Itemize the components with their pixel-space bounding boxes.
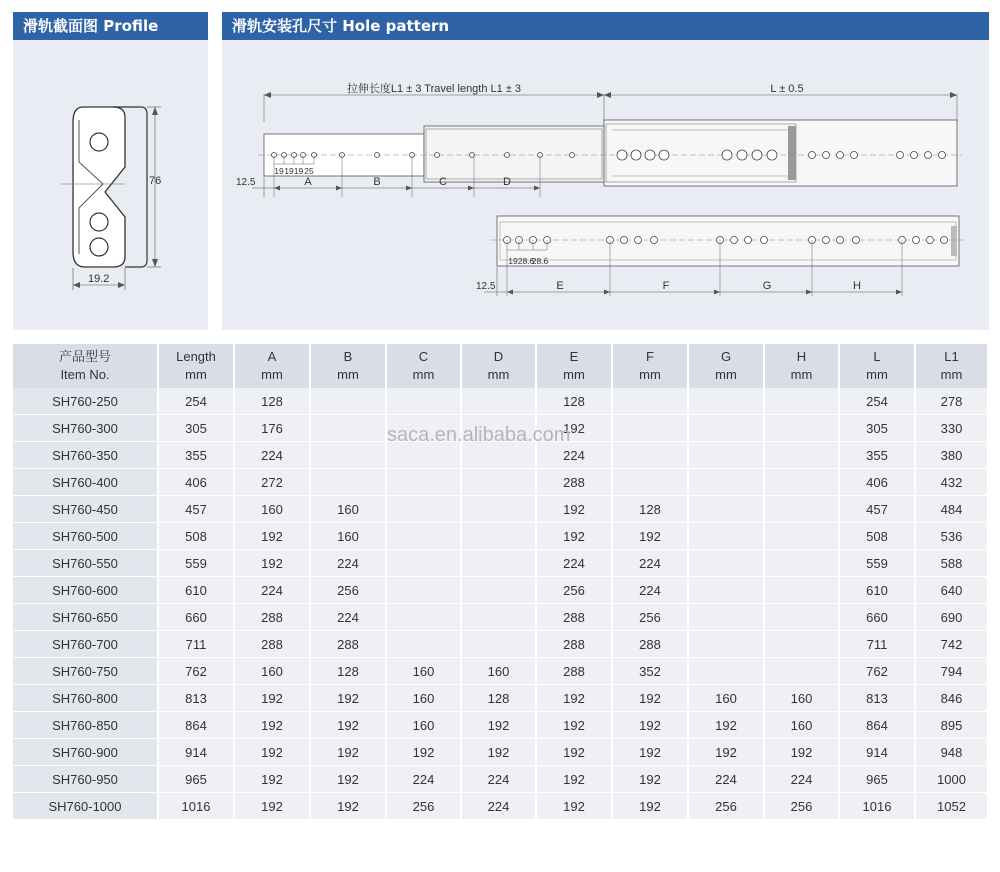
table-cell: 224 [537, 442, 613, 469]
table-cell: 192 [613, 712, 689, 739]
table-row [13, 496, 989, 523]
table-cell [311, 415, 387, 442]
column-header [159, 344, 235, 388]
column-header-top: 产品型号 [58, 349, 111, 364]
table-cell [689, 469, 765, 496]
table-cell: 128 [311, 658, 387, 685]
column-header [689, 344, 765, 388]
segment-g-label: G [762, 280, 772, 292]
table-cell: 192 [613, 766, 689, 793]
column-header-top: C [418, 349, 429, 364]
table-cell: 895 [916, 712, 989, 739]
bottom-small-dim-2: 28.6 [517, 256, 535, 266]
table-row [13, 388, 989, 415]
table-cell: 484 [916, 496, 989, 523]
table-cell: 192 [537, 415, 613, 442]
table-cell [462, 604, 537, 631]
l-length-label: L ± 0.5 [770, 83, 804, 95]
item-number-cell: SH760-1000 [13, 793, 159, 820]
table-row [13, 739, 989, 766]
table-cell: 128 [613, 496, 689, 523]
column-header [537, 344, 613, 388]
table-cell: 1000 [916, 766, 989, 793]
table-cell: 192 [462, 712, 537, 739]
top-small-dim-2: 19 [284, 166, 294, 176]
table-cell: 192 [235, 523, 311, 550]
table-cell: 272 [235, 469, 311, 496]
table-cell: 288 [613, 631, 689, 658]
table-cell: 305 [159, 415, 235, 442]
table-cell: 711 [159, 631, 235, 658]
column-header-top: L [873, 349, 881, 364]
table-cell: 192 [613, 685, 689, 712]
profile-panel [13, 12, 208, 330]
table-cell [765, 388, 840, 415]
table-cell: 1016 [159, 793, 235, 820]
column-header [613, 344, 689, 388]
table-cell [689, 442, 765, 469]
table-row [13, 577, 989, 604]
table-cell: 588 [916, 550, 989, 577]
column-header-bottom: mm [337, 367, 359, 382]
item-number-cell: SH760-400 [13, 469, 159, 496]
table-cell: 711 [840, 631, 916, 658]
table-cell: 559 [159, 550, 235, 577]
column-header-top: A [267, 349, 277, 364]
table-row [13, 793, 989, 820]
table-cell: 192 [311, 712, 387, 739]
table-cell: 192 [537, 739, 613, 766]
table-cell: 256 [689, 793, 765, 820]
table-cell [689, 658, 765, 685]
item-number-cell: SH760-650 [13, 604, 159, 631]
item-number-cell: SH760-800 [13, 685, 159, 712]
table-cell: 224 [462, 766, 537, 793]
column-header-bottom: Item No. [60, 367, 110, 382]
table-cell: 965 [159, 766, 235, 793]
table-cell: 640 [916, 577, 989, 604]
item-number-cell: SH760-600 [13, 577, 159, 604]
bottom-offset-dim: 12.5 [476, 281, 496, 292]
segment-c-label: C [439, 176, 447, 188]
table-cell: 914 [840, 739, 916, 766]
table-row [13, 712, 989, 739]
bottom-small-dim-3: 28.6 [531, 256, 549, 266]
table-cell [613, 469, 689, 496]
table-cell: 355 [840, 442, 916, 469]
column-header [840, 344, 916, 388]
table-cell: 432 [916, 469, 989, 496]
table-cell [387, 496, 462, 523]
column-header-bottom: mm [790, 367, 813, 382]
item-number-cell: SH760-850 [13, 712, 159, 739]
hole-pattern-panel [222, 12, 989, 330]
table-cell: 192 [311, 793, 387, 820]
table-cell [311, 388, 387, 415]
table-cell: 288 [537, 604, 613, 631]
table-cell: 288 [537, 658, 613, 685]
table-cell: 660 [840, 604, 916, 631]
table-row [13, 766, 989, 793]
top-small-dim-4: 25 [304, 166, 314, 176]
table-cell: 192 [537, 766, 613, 793]
table-cell [462, 496, 537, 523]
column-header [387, 344, 462, 388]
table-cell: 1016 [840, 793, 916, 820]
table-row [13, 604, 989, 631]
table-cell [387, 577, 462, 604]
table-cell: 288 [537, 631, 613, 658]
table-cell: 224 [235, 442, 311, 469]
table-cell: 176 [235, 415, 311, 442]
column-header-top: B [343, 349, 353, 364]
table-cell: 192 [311, 739, 387, 766]
table-cell: 256 [537, 577, 613, 604]
table-cell [689, 496, 765, 523]
table-cell: 288 [537, 469, 613, 496]
table-cell [462, 550, 537, 577]
table-body [13, 388, 989, 820]
item-number-cell: SH760-300 [13, 415, 159, 442]
table-header-row [13, 344, 989, 388]
table-cell [311, 442, 387, 469]
table-cell: 864 [159, 712, 235, 739]
table-cell: 192 [765, 739, 840, 766]
table-cell: 288 [235, 604, 311, 631]
table-cell: 794 [916, 658, 989, 685]
table-cell: 762 [840, 658, 916, 685]
table-cell: 846 [916, 685, 989, 712]
table-cell [689, 631, 765, 658]
table-cell [765, 496, 840, 523]
table-cell: 192 [235, 793, 311, 820]
item-number-cell: SH760-450 [13, 496, 159, 523]
table-cell: 160 [387, 658, 462, 685]
item-number-cell: SH760-550 [13, 550, 159, 577]
table-cell: 192 [311, 766, 387, 793]
table-cell: 160 [689, 685, 765, 712]
table-cell: 224 [689, 766, 765, 793]
table-cell: 256 [613, 604, 689, 631]
table-cell [689, 388, 765, 415]
column-header-top: H [796, 349, 807, 364]
column-header-bottom: mm [261, 367, 283, 382]
table-cell: 352 [613, 658, 689, 685]
table-cell [765, 442, 840, 469]
table-cell: 128 [462, 685, 537, 712]
table-cell [462, 631, 537, 658]
table-cell: 192 [689, 712, 765, 739]
table-cell: 254 [840, 388, 916, 415]
item-number-cell: SH760-500 [13, 523, 159, 550]
table-cell: 559 [840, 550, 916, 577]
table-cell [689, 415, 765, 442]
column-header-top: L1 [944, 349, 959, 364]
table-cell [689, 550, 765, 577]
table-cell [387, 388, 462, 415]
table-cell: 256 [765, 793, 840, 820]
table-cell [462, 469, 537, 496]
width-dimension: 19.2 [88, 273, 110, 285]
table-row [13, 685, 989, 712]
item-number-cell: SH760-250 [13, 388, 159, 415]
spec-table [13, 344, 989, 820]
table-row [13, 658, 989, 685]
column-header-top: Length [176, 349, 216, 364]
table-cell: 813 [840, 685, 916, 712]
table-cell [387, 523, 462, 550]
table-cell [689, 604, 765, 631]
table-cell: 192 [689, 739, 765, 766]
segment-h-label: H [853, 280, 861, 292]
table-cell [765, 469, 840, 496]
middle-rail [424, 126, 604, 182]
table-cell: 864 [840, 712, 916, 739]
table-cell: 160 [235, 658, 311, 685]
table-cell: 192 [462, 739, 537, 766]
table-cell: 160 [311, 496, 387, 523]
table-cell [765, 523, 840, 550]
table-cell [387, 469, 462, 496]
table-cell: 610 [840, 577, 916, 604]
table-cell: 254 [159, 388, 235, 415]
table-cell: 192 [235, 712, 311, 739]
column-header [13, 344, 159, 388]
table-cell: 813 [159, 685, 235, 712]
column-header-top: E [569, 349, 579, 364]
table-cell: 508 [159, 523, 235, 550]
table-cell [765, 415, 840, 442]
table-cell: 406 [840, 469, 916, 496]
table-cell: 965 [840, 766, 916, 793]
table-cell: 330 [916, 415, 989, 442]
table-cell: 192 [235, 739, 311, 766]
bottom-rail [497, 216, 959, 266]
table-cell [689, 577, 765, 604]
table-cell [689, 523, 765, 550]
table-cell: 610 [159, 577, 235, 604]
table-cell [311, 469, 387, 496]
table-cell: 192 [613, 739, 689, 766]
table-row [13, 631, 989, 658]
column-header-bottom: mm [185, 367, 207, 382]
item-number-cell: SH760-750 [13, 658, 159, 685]
item-number-cell: SH760-900 [13, 739, 159, 766]
table-cell [765, 550, 840, 577]
table-row [13, 550, 989, 577]
item-number-cell: SH760-700 [13, 631, 159, 658]
table-cell: 762 [159, 658, 235, 685]
table-cell: 288 [235, 631, 311, 658]
column-header [235, 344, 311, 388]
column-header-bottom: mm [715, 367, 737, 382]
table-cell [462, 388, 537, 415]
table-cell [387, 550, 462, 577]
table-cell: 457 [840, 496, 916, 523]
top-offset-dim: 12.5 [236, 177, 256, 188]
table-cell: 224 [613, 550, 689, 577]
column-header [311, 344, 387, 388]
table-cell [387, 604, 462, 631]
table-cell: 160 [387, 685, 462, 712]
top-small-dim-1: 19 [274, 166, 284, 176]
segment-d-label: D [503, 176, 511, 188]
table-cell: 192 [387, 739, 462, 766]
top-small-dim-3: 19 [293, 166, 304, 176]
table-cell: 224 [613, 577, 689, 604]
table-cell [387, 631, 462, 658]
table-cell: 128 [235, 388, 311, 415]
table-cell: 192 [537, 712, 613, 739]
table-cell: 192 [537, 496, 613, 523]
item-number-cell: SH760-350 [13, 442, 159, 469]
column-header-bottom: mm [412, 367, 435, 382]
segment-f-label: F [662, 280, 670, 292]
table-cell [613, 388, 689, 415]
table-cell: 192 [613, 793, 689, 820]
table-cell: 224 [235, 577, 311, 604]
table-cell: 192 [537, 793, 613, 820]
segment-e-label: E [556, 280, 564, 292]
table-cell: 690 [916, 604, 989, 631]
table-cell: 160 [311, 523, 387, 550]
hole-pattern-drawing [222, 12, 989, 330]
column-header [765, 344, 840, 388]
column-header-bottom: mm [639, 367, 661, 382]
travel-length-label: 拉伸长度L1 ± 3 Travel length L1 ± 3 [346, 83, 522, 95]
table-cell: 160 [765, 712, 840, 739]
table-row [13, 469, 989, 496]
table-cell: 192 [537, 523, 613, 550]
table-cell: 278 [916, 388, 989, 415]
table-cell: 224 [537, 550, 613, 577]
table-cell [765, 577, 840, 604]
column-header-bottom: mm [563, 367, 585, 382]
table-cell: 192 [537, 685, 613, 712]
table-cell: 128 [537, 388, 613, 415]
table-cell: 288 [311, 631, 387, 658]
item-number-cell: SH760-950 [13, 766, 159, 793]
table-cell: 192 [235, 766, 311, 793]
table-cell [613, 442, 689, 469]
bottom-small-dim-1: 19 [508, 256, 518, 266]
height-dimension: 76 [149, 175, 162, 187]
hole-pattern-title: 滑轨安装孔尺寸 Hole pattern [222, 12, 989, 40]
column-header-bottom: mm [487, 367, 510, 382]
column-header-top: F [646, 349, 654, 364]
table-cell: 457 [159, 496, 235, 523]
table-cell: 380 [916, 442, 989, 469]
column-header-bottom: mm [866, 367, 888, 382]
table-cell: 192 [235, 550, 311, 577]
table-cell: 160 [235, 496, 311, 523]
table-cell: 224 [311, 550, 387, 577]
table-cell: 192 [235, 685, 311, 712]
table-cell: 224 [387, 766, 462, 793]
table-cell: 224 [311, 604, 387, 631]
table-cell: 160 [765, 685, 840, 712]
table-cell: 160 [387, 712, 462, 739]
profile-title: 滑轨截面图 Profile [13, 12, 208, 40]
column-header [462, 344, 537, 388]
table-cell: 914 [159, 739, 235, 766]
column-header-top: D [493, 349, 504, 364]
table-cell: 355 [159, 442, 235, 469]
table-cell: 742 [916, 631, 989, 658]
table-cell: 256 [387, 793, 462, 820]
table-cell: 160 [462, 658, 537, 685]
table-cell [462, 523, 537, 550]
table-cell: 536 [916, 523, 989, 550]
profile-drawing [13, 12, 208, 330]
table-cell: 256 [311, 577, 387, 604]
segment-a-label: A [304, 176, 312, 188]
segment-b-label: B [373, 176, 381, 188]
table-cell [462, 577, 537, 604]
watermark: saca.en.alibaba.com [387, 424, 571, 446]
table-cell [613, 415, 689, 442]
table-cell: 224 [765, 766, 840, 793]
table-cell: 406 [159, 469, 235, 496]
table-cell: 1052 [916, 793, 989, 820]
column-header-bottom: mm [940, 367, 963, 382]
table-row [13, 523, 989, 550]
table-cell: 192 [311, 685, 387, 712]
column-header [916, 344, 989, 388]
table-cell: 305 [840, 415, 916, 442]
table-cell [765, 658, 840, 685]
table-cell: 660 [159, 604, 235, 631]
table-cell [765, 604, 840, 631]
table-cell: 224 [462, 793, 537, 820]
table-cell: 948 [916, 739, 989, 766]
column-header-top: G [720, 349, 732, 364]
table-cell [765, 631, 840, 658]
table-cell: 508 [840, 523, 916, 550]
table-cell: 192 [613, 523, 689, 550]
